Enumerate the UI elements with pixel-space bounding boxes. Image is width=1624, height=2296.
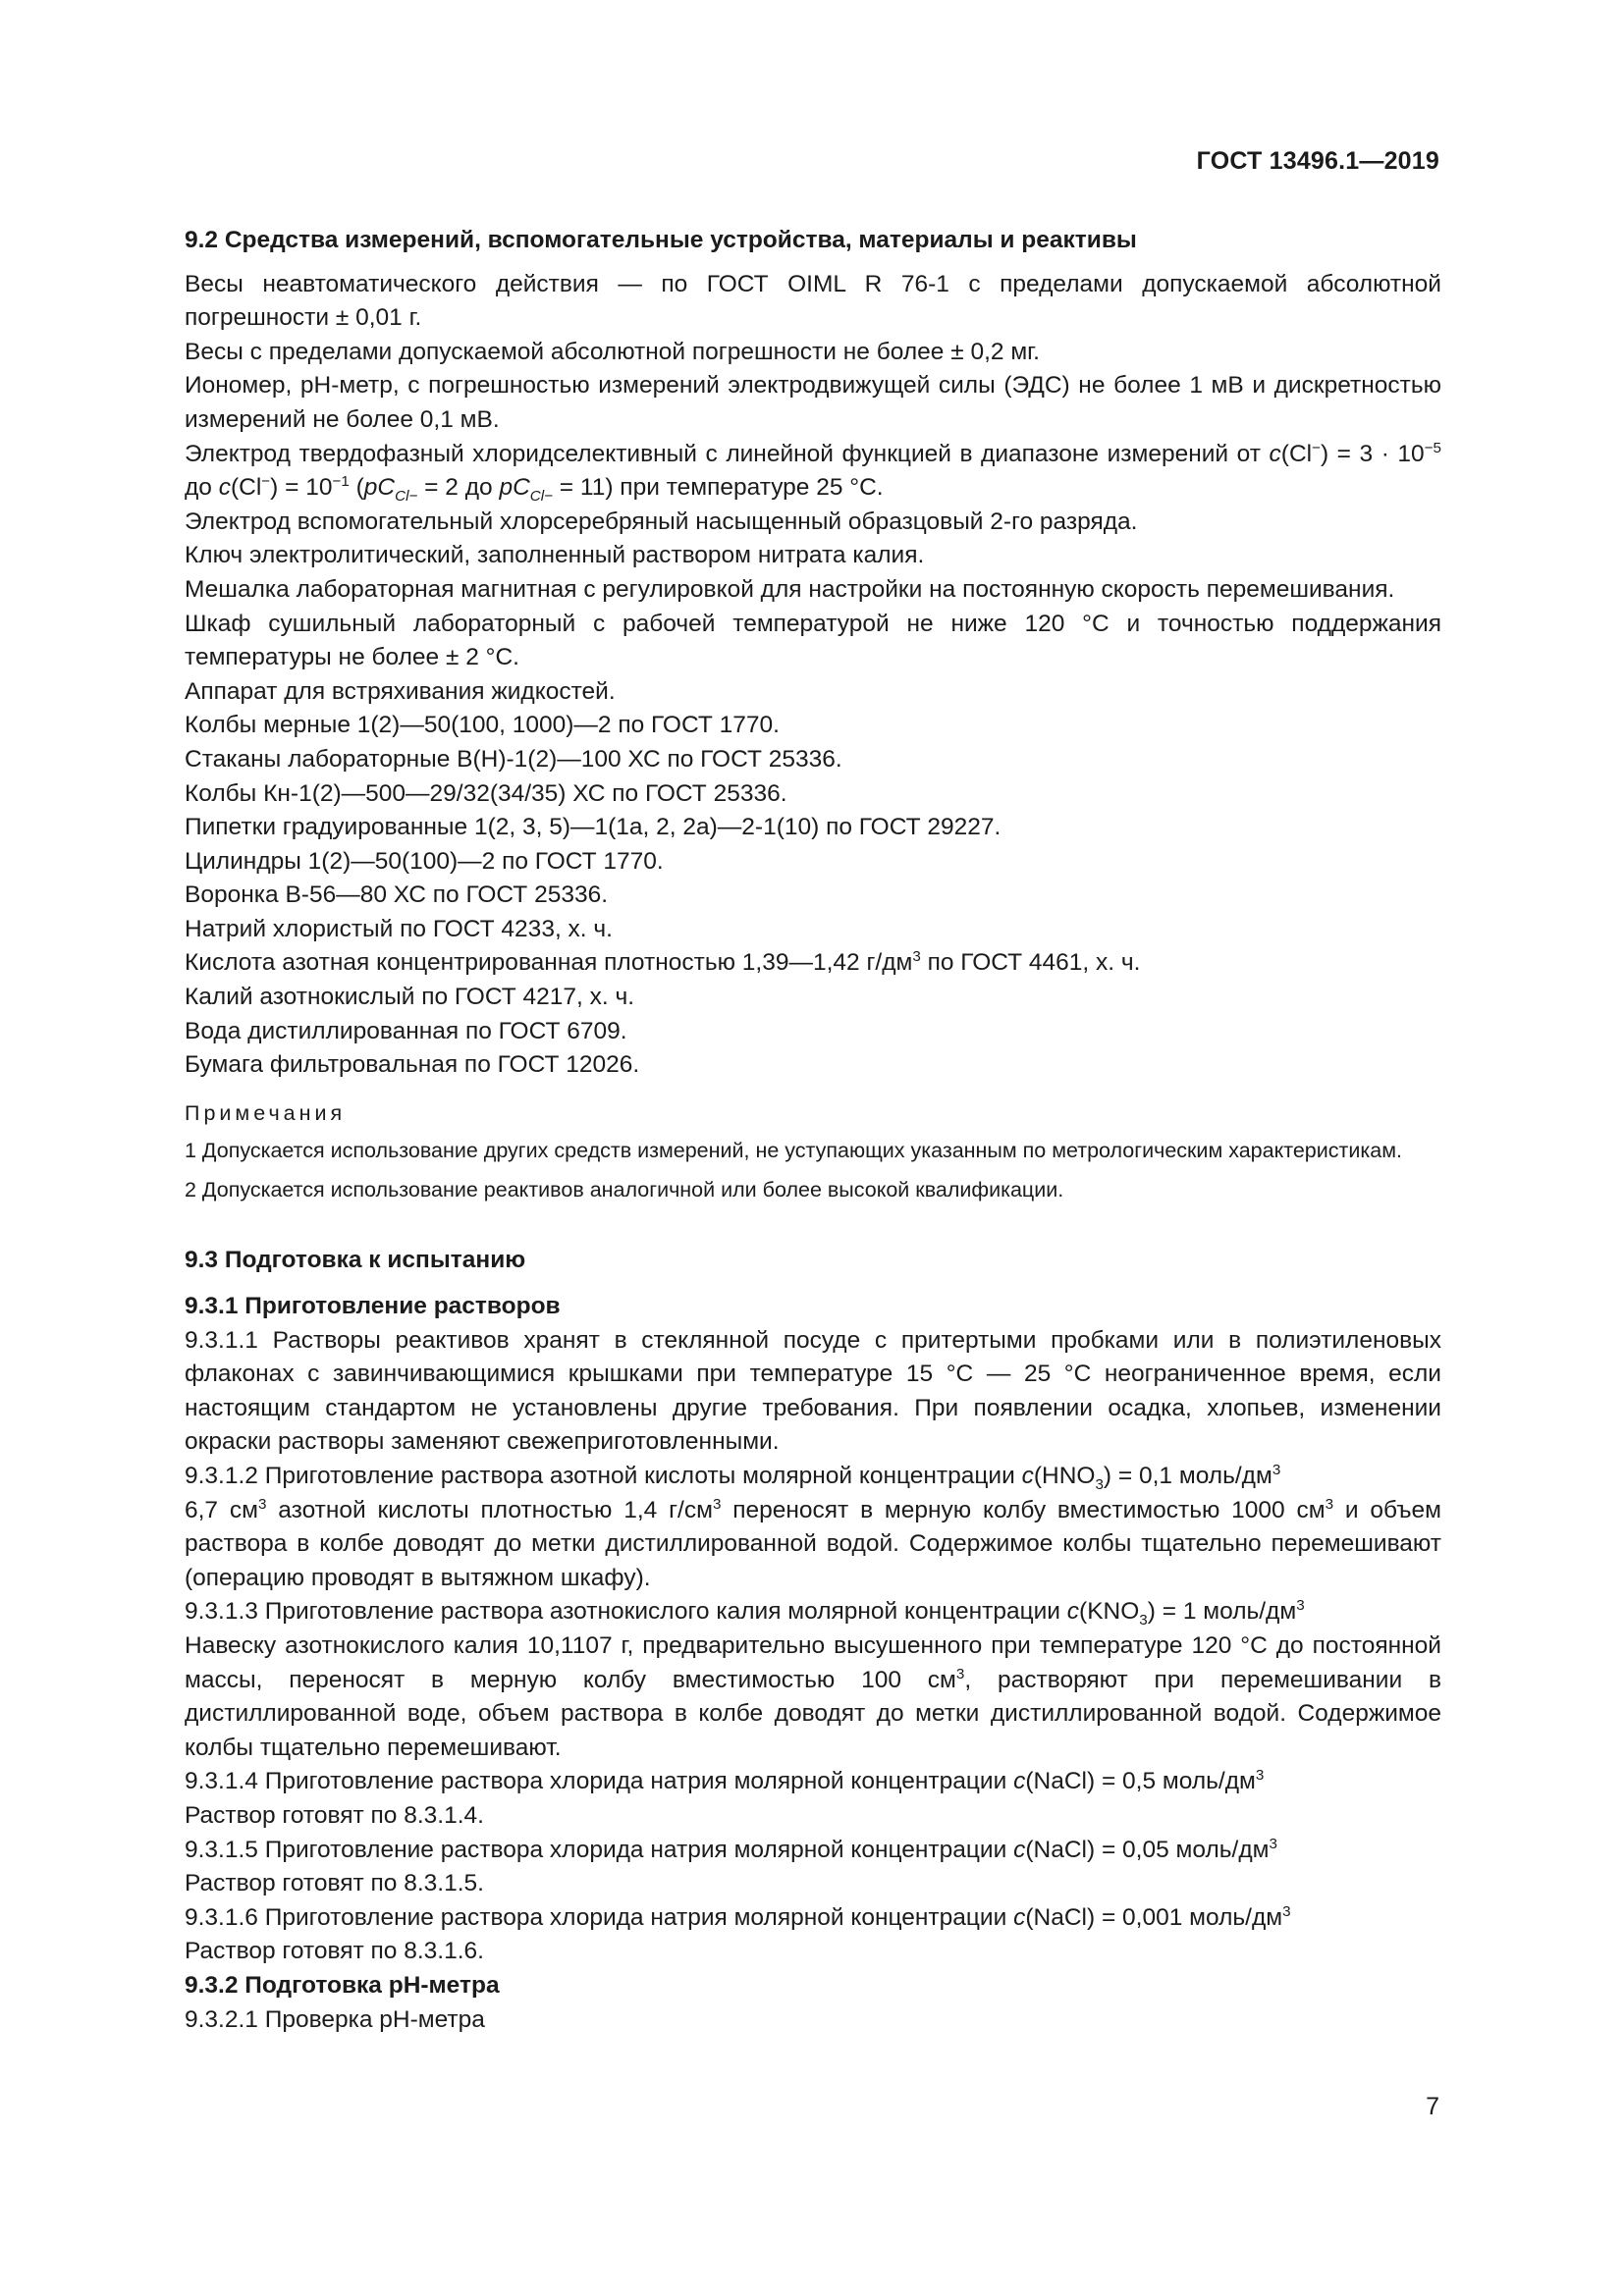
notes-title: Примечания	[185, 1100, 347, 1125]
item-stirrer: Мешалка лабораторная магнитная с регулировкой для настройки на постоянную скорость перемешивания.	[185, 575, 1395, 603]
item-funnel: Воронка В-56—80 ХС по ГОСТ 25336.	[185, 881, 609, 909]
item-water: Вода дистиллированная по ГОСТ 6709.	[185, 1017, 627, 1044]
section-9-2-title: 9.2 Средства измерений, вспомогательные устройства, материалы и реактивы	[185, 227, 1137, 253]
item-potassium-nitrate: Калий азотнокислый по ГОСТ 4217, х. ч.	[185, 984, 635, 1011]
subsection-9-3-1-title: 9.3.1 Приготовление растворов	[185, 1293, 561, 1320]
para-9-3-1-3-body: Навеску азотнокислого калия 10,1107 г, предварительно высушенного при температуре 120 °С до постоянной массы, переносят в мерную колбу вместимостью 100 $см^3$, растворяют при перемешивании в дистиллированной воде, объем раствора в колбе доводят до метки дистиллированной водой. Содержимое колбы тщательно перемешивают.	[185, 1631, 1441, 1761]
para-9-3-1-5-body: Раствор готовят по 8.3.1.5.	[185, 1870, 484, 1897]
item-scales-2: Весы с пределами допускаемой абсолютной погрешности не более ± 0,2 мг.	[185, 338, 1040, 365]
item-ionomer: Иономер, pH-метр, с погрешностью измерений электродвижущей силы (ЭДС) не более 1 мВ и дискретностью измерений не более 0,1 мВ.	[185, 372, 1441, 433]
item-electrode-aux: Электрод вспомогательный хлорсеребряный насыщенный образцовый 2-го разряда.	[185, 507, 1138, 535]
item-electrode-selective: Электрод твердофазный хлоридселективный с линейной функцией в диапазоне измерений от $c(Cl^-) = 3 \cdot 10^{-5}$ до $c(Cl^-) = 10^{-1}$ ($pC_{Cl-} = 2$ до $pC_{Cl-} = 11$) при температуре 25 °С.	[185, 439, 1442, 506]
item-oven: Шкаф сушильный лабораторный с рабочей температурой не ниже 120 °С и точностью поддержания температуры не более ± 2 °С.	[185, 610, 1441, 671]
para-9-3-1-6-body: Раствор готовят по 8.3.1.6.	[185, 1938, 484, 1965]
item-flasks-volumetric: Колбы мерные 1(2)—50(100, 1000)—2 по ГОСТ 1770.	[185, 712, 780, 739]
para-9-3-2-1: 9.3.2.1 Проверка pH-метра	[185, 2005, 485, 2033]
item-pipettes: Пипетки градуированные 1(2, 3, 5)—1(1а, 2, 2а)—2-1(10) по ГОСТ 29227.	[185, 814, 1001, 841]
item-filter-paper: Бумага фильтровальная по ГОСТ 12026.	[185, 1051, 640, 1079]
para-9-3-1-1: 9.3.1.1 Растворы реактивов хранят в стеклянной посуде с притертыми пробками или в полиэтиленовых флаконах с завинчивающимися крышками при температуре 15 °С — 25 °С неограниченное время, если настоящим стандартом не установлены другие требования. При появлении осадка, хлопьев, изменении окраски растворы заменяют свежеприготовленными.	[185, 1326, 1441, 1456]
para-9-3-1-6-title: 9.3.1.6 Приготовление раствора хлорида натрия молярной концентрации c(NaCl) = 0,001 моль/$дм^3$	[185, 1902, 1291, 1931]
item-cylinders: Цилиндры 1(2)—50(100)—2 по ГОСТ 1770.	[185, 847, 664, 875]
note-2: 2 Допускается использование реактивов аналогичной или более высокой квалификации.	[185, 1178, 1064, 1202]
para-9-3-1-2-body: 6,7 $см^3$ азотной кислоты плотностью 1,4 $г/см^3$ переносят в мерную колбу вместимостью 1000 $см^3$ и объем раствора в колбе доводят до метки дистиллированной водой. Содержимое колбы тщательно перемешивают (операцию проводят в вытяжном шкафу).	[185, 1495, 1441, 1591]
item-sodium-chloride: Натрий хлористый по ГОСТ 4233, х. ч.	[185, 915, 613, 942]
item-nitric-acid: Кислота азотная концентрированная плотностью 1,39—1,42 $г/дм^3$ по ГОСТ 4461, х. ч.	[185, 948, 1141, 977]
note-1: 1 Допускается использование других средств измерений, не уступающих указанным по метрологическим характеристикам.	[185, 1139, 1402, 1163]
page-content	[185, 224, 1441, 2037]
para-9-3-1-2-title: 9.3.1.2 Приготовление раствора азотной кислоты молярной концентрации $c(HNO_3) = 0,1$ моль/$дм^3$	[185, 1461, 1281, 1493]
section-9-3-title: 9.3 Подготовка к испытанию	[185, 1247, 526, 1274]
subsection-9-3-2-title: 9.3.2 Подготовка pH-метра	[185, 1971, 500, 1999]
item-shaker: Аппарат для встряхивания жидкостей.	[185, 677, 616, 705]
item-scales-1: Весы неавтоматического действия — по ГОСТ OIML R 76-1 с пределами допускаемой абсолютной погрешности ± 0,01 г.	[185, 270, 1441, 332]
item-beakers: Стаканы лабораторные В(Н)-1(2)—100 ХС по ГОСТ 25336.	[185, 745, 842, 773]
standard-designation: ГОСТ 13496.1—2019	[1196, 147, 1439, 175]
para-9-3-1-4-body: Раствор готовят по 8.3.1.4.	[185, 1801, 484, 1829]
para-9-3-1-4-title: 9.3.1.4 Приготовление раствора хлорида натрия молярной концентрации c(NaCl) = 0,5 моль/$дм^3$	[185, 1767, 1265, 1795]
item-key: Ключ электролитический, заполненный раствором нитрата калия.	[185, 542, 925, 569]
para-9-3-1-5-title: 9.3.1.5 Приготовление раствора хлорида натрия молярной концентрации c(NaCl) = 0,05 моль/$дм^3$	[185, 1835, 1277, 1863]
item-flasks-conical: Колбы Кн-1(2)—500—29/32(34/35) ХС по ГОСТ 25336.	[185, 779, 787, 807]
page-number: 7	[1426, 2093, 1439, 2120]
para-9-3-1-3-title: 9.3.1.3 Приготовление раствора азотнокислого калия молярной концентрации $c(KNO_3) = 1$ моль/$дм^3$	[185, 1597, 1305, 1629]
